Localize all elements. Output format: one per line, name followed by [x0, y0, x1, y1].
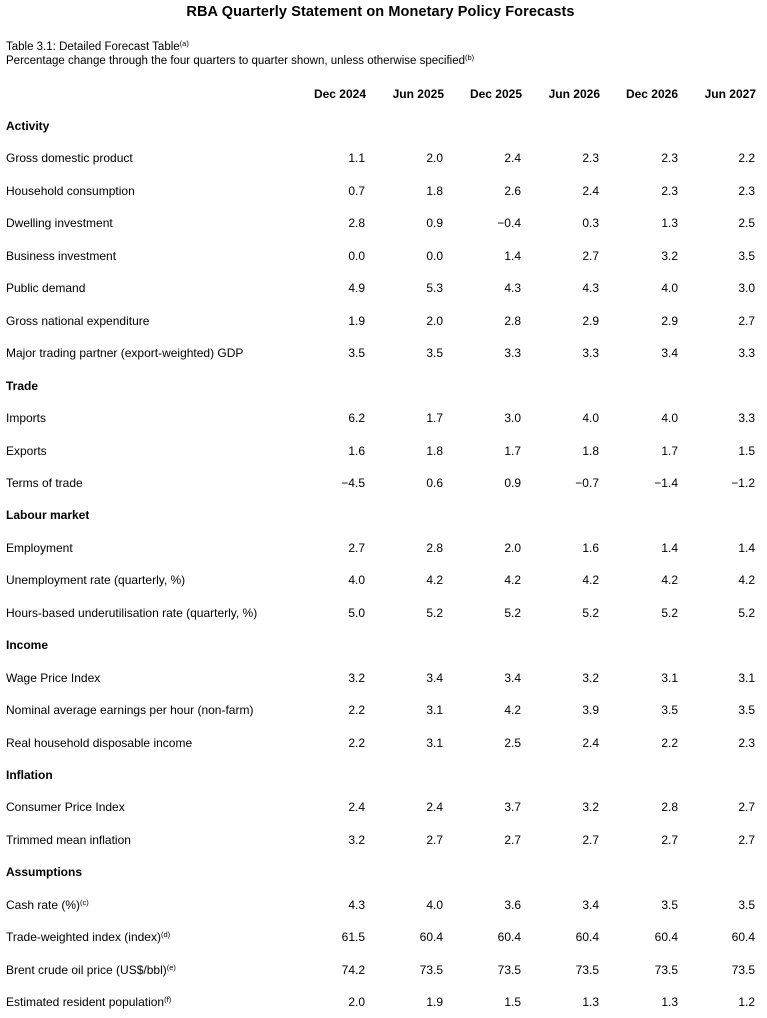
- row-label: [6, 246, 116, 266]
- row-label-text: Terms of trade: [6, 475, 83, 490]
- row-label: [6, 473, 83, 493]
- table-cell: 3.1: [738, 670, 755, 685]
- footnote-marker: (f): [164, 995, 172, 1005]
- table-row: [0, 700, 767, 720]
- table-cell: 2.2: [348, 735, 365, 750]
- section-label: Assumptions: [6, 865, 83, 880]
- table-cell: 0.3: [582, 216, 599, 231]
- table-cell: 1.7: [426, 411, 443, 426]
- table-cell: 0.6: [426, 475, 443, 490]
- column-header: Jun 2027: [704, 87, 756, 101]
- table-cell: 4.9: [348, 281, 365, 296]
- section-heading: [0, 376, 767, 396]
- row-label: [6, 668, 100, 688]
- footnote-marker: (a): [179, 39, 189, 48]
- row-label-text: Trimmed mean inflation: [6, 832, 131, 847]
- table-cell: 3.3: [504, 346, 521, 361]
- table-row: [0, 895, 767, 915]
- table-cell: 3.9: [582, 703, 599, 718]
- table-cell: 2.7: [738, 832, 755, 847]
- section-label: Income: [6, 638, 49, 653]
- table-cell: 3.2: [661, 248, 678, 263]
- section-heading: [0, 505, 767, 525]
- table-cell: 4.0: [661, 281, 678, 296]
- table-cell: 1.9: [426, 995, 443, 1010]
- column-header: Dec 2024: [313, 87, 366, 101]
- section-label: Labour market: [6, 508, 90, 523]
- table-cell: 3.5: [426, 346, 443, 361]
- table-cell: 5.2: [582, 605, 599, 620]
- table-cell: 3.5: [738, 248, 755, 263]
- table-cell: 2.7: [426, 832, 443, 847]
- row-label: [6, 830, 131, 850]
- table-cell: 4.3: [504, 281, 521, 296]
- table-cell: 1.6: [348, 443, 365, 458]
- table-row: [0, 278, 767, 298]
- table-cell: 5.2: [504, 605, 521, 620]
- row-label: [6, 960, 176, 980]
- table-cell: 2.2: [661, 735, 678, 750]
- table-cell: 0.0: [348, 248, 365, 263]
- table-cell: 5.2: [661, 605, 678, 620]
- table-cell: 3.5: [348, 346, 365, 361]
- table-cell: −4.5: [341, 475, 365, 490]
- table-cell: 5.0: [348, 605, 365, 620]
- table-cell: 3.2: [582, 670, 599, 685]
- table-cell: 2.4: [582, 183, 599, 198]
- table-row: [0, 603, 767, 623]
- table-cell: 60.4: [575, 930, 599, 945]
- table-cell: 4.0: [348, 573, 365, 588]
- table-cell: 2.0: [426, 313, 443, 328]
- table-cell: 3.3: [582, 346, 599, 361]
- table-cell: 2.3: [661, 183, 678, 198]
- table-row: [0, 441, 767, 461]
- table-cell: 3.5: [738, 703, 755, 718]
- column-header: Jun 2026: [548, 87, 600, 101]
- row-label: [6, 343, 243, 363]
- table-row: [0, 408, 767, 428]
- table-cell: 2.7: [738, 313, 755, 328]
- table-cell: 2.7: [661, 832, 678, 847]
- table-row: [0, 733, 767, 753]
- table-row: [0, 830, 767, 850]
- table-cell: 2.3: [738, 183, 755, 198]
- table-cell: 2.0: [426, 151, 443, 166]
- table-cell: −0.7: [575, 475, 599, 490]
- table-cell: 2.4: [348, 800, 365, 815]
- table-cell: 4.2: [426, 573, 443, 588]
- table-cell: 4.3: [348, 897, 365, 912]
- section-label: Inflation: [6, 768, 53, 782]
- table-cell: 1.5: [504, 995, 521, 1010]
- table-cell: 1.5: [738, 443, 755, 458]
- footnote-marker: (b): [465, 53, 475, 62]
- table-cell: 3.6: [504, 897, 521, 912]
- table-cell: −1.2: [731, 475, 755, 490]
- table-row: [0, 570, 767, 590]
- table-cell: 1.3: [582, 995, 599, 1010]
- table-row: [0, 246, 767, 266]
- table-cell: 2.0: [348, 995, 365, 1010]
- table-cell: 1.3: [661, 216, 678, 231]
- table-row: [0, 960, 767, 980]
- row-label: [6, 181, 135, 201]
- table-subtitle: Percentage change through the four quarters to quarter shown, unless otherwise specified$^{(b)}$: [6, 53, 475, 67]
- table-cell: 2.8: [661, 800, 678, 815]
- table-cell: 3.3: [738, 346, 755, 361]
- table-cell: 5.2: [738, 605, 755, 620]
- row-label-text: Dwelling investment: [6, 216, 113, 231]
- table-cell: 3.3: [738, 411, 755, 426]
- table-caption: [6, 40, 474, 68]
- row-label: [6, 797, 125, 817]
- table-cell: 1.8: [426, 443, 443, 458]
- table-cell: 4.0: [426, 897, 443, 912]
- table-cell: 2.7: [582, 248, 599, 263]
- table-cell: 1.8: [426, 183, 443, 198]
- table-cell: 1.7: [504, 443, 521, 458]
- row-label: [6, 927, 170, 947]
- table-cell: 60.4: [731, 930, 755, 945]
- row-label: [6, 570, 185, 590]
- page-title: RBA Quarterly Statement on Monetary Policy Forecasts: [186, 4, 575, 20]
- table-cell: 2.5: [504, 735, 521, 750]
- table-row: [0, 668, 767, 688]
- table-cell: 2.4: [582, 735, 599, 750]
- table-cell: 73.5: [731, 962, 755, 977]
- footnote-marker: (c): [80, 897, 89, 907]
- table-cell: 2.2: [348, 703, 365, 718]
- table-cell: 4.2: [661, 573, 678, 588]
- table-cell: 0.9: [426, 216, 443, 231]
- row-label-text: Imports: [6, 411, 47, 426]
- table-cell: 1.7: [661, 443, 678, 458]
- table-cell: 3.4: [426, 670, 443, 685]
- table-cell: 3.0: [738, 281, 755, 296]
- table-cell: 2.9: [582, 313, 599, 328]
- table-cell: 2.4: [504, 151, 521, 166]
- table-row: [0, 473, 767, 493]
- table-cell: 1.4: [738, 540, 755, 555]
- table-cell: 3.7: [504, 800, 521, 815]
- row-label: [6, 311, 149, 331]
- table-cell: 1.8: [582, 443, 599, 458]
- table-cell: 0.9: [504, 475, 521, 490]
- table-row: [0, 213, 767, 233]
- table-cell: 6.2: [348, 411, 365, 426]
- row-label-text: Gross national expenditure: [6, 313, 150, 328]
- column-header: Dec 2026: [625, 87, 678, 101]
- row-label: [6, 700, 253, 720]
- row-label: [6, 408, 46, 428]
- table-cell: 2.2: [738, 151, 755, 166]
- section-label: Trade: [6, 378, 39, 393]
- table-cell: 2.9: [661, 313, 678, 328]
- table-cell: 73.5: [497, 962, 521, 977]
- row-label-text: Public demand: [6, 281, 86, 296]
- table-cell: 3.4: [504, 670, 521, 685]
- section-heading: [0, 116, 767, 136]
- row-label-text: Wage Price Index: [6, 670, 101, 685]
- section-heading: [0, 765, 767, 785]
- table-cell: 3.5: [738, 897, 755, 912]
- table-cell: 2.6: [504, 183, 521, 198]
- row-label-text: Business investment: [6, 248, 117, 263]
- row-label: [6, 538, 73, 558]
- table-cell: 1.2: [738, 995, 755, 1010]
- table-row: [0, 538, 767, 558]
- table-cell: 2.7: [582, 832, 599, 847]
- row-label-text: Real household disposable income: [6, 735, 193, 750]
- table-row: [0, 181, 767, 201]
- footnote-marker: (d): [160, 930, 171, 940]
- column-header: Jun 2025: [392, 87, 444, 101]
- table-cell: 2.8: [348, 216, 365, 231]
- table-cell: 1.3: [661, 995, 678, 1010]
- row-label-text: Hours-based underutilisation rate (quarterly, %): [6, 605, 258, 620]
- table-label: Table 3.1: Detailed Forecast Table$^{(a)}$: [6, 39, 189, 53]
- table-row: [0, 343, 767, 363]
- table-cell: 3.1: [426, 703, 443, 718]
- row-label: [6, 213, 113, 233]
- table-cell: 3.2: [348, 670, 365, 685]
- table-cell: 4.2: [738, 573, 755, 588]
- table-cell: 0.0: [426, 248, 443, 263]
- row-label: [6, 603, 257, 623]
- table-cell: 2.7: [504, 832, 521, 847]
- table-cell: 73.5: [654, 962, 678, 977]
- row-label: [6, 148, 133, 168]
- table-cell: −1.4: [654, 475, 678, 490]
- table-cell: 1.9: [348, 313, 365, 328]
- table-cell: 3.4: [582, 897, 599, 912]
- table-cell: 61.5: [341, 930, 365, 945]
- table-cell: 4.2: [504, 703, 521, 718]
- row-label-text: Cash rate (%): [6, 897, 81, 912]
- table-cell: 60.4: [497, 930, 521, 945]
- row-label-text: Brent crude oil price (US$/bbl): [6, 962, 167, 977]
- row-label-text: Nominal average earnings per hour (non-farm): [6, 703, 254, 718]
- table-row: [0, 992, 767, 1012]
- table-cell: 0.7: [348, 183, 365, 198]
- table-row: [0, 148, 767, 168]
- column-header: Dec 2025: [469, 87, 522, 101]
- table-row: [0, 927, 767, 947]
- table-cell: 4.3: [582, 281, 599, 296]
- section-heading: [0, 862, 767, 882]
- table-cell: 3.2: [582, 800, 599, 815]
- table-cell: 2.5: [738, 216, 755, 231]
- row-label: [6, 992, 171, 1012]
- table-cell: 3.5: [661, 703, 678, 718]
- table-cell: 2.7: [348, 540, 365, 555]
- row-label-text: Exports: [6, 443, 47, 458]
- table-cell: 2.8: [504, 313, 521, 328]
- table-cell: 3.2: [348, 832, 365, 847]
- table-cell: 4.2: [504, 573, 521, 588]
- table-cell: 4.0: [661, 411, 678, 426]
- table-cell: 60.4: [419, 930, 443, 945]
- table-cell: 3.4: [661, 346, 678, 361]
- table-cell: 5.2: [426, 605, 443, 620]
- section-heading: [0, 635, 767, 655]
- table-cell: 2.8: [426, 540, 443, 555]
- table-cell: 2.3: [738, 735, 755, 750]
- table-row: [0, 797, 767, 817]
- row-label: [6, 278, 85, 298]
- table-cell: 5.3: [426, 281, 443, 296]
- row-label: [6, 441, 47, 461]
- table-cell: 3.5: [661, 897, 678, 912]
- table-cell: 1.6: [582, 540, 599, 555]
- table-cell: 4.0: [582, 411, 599, 426]
- table-cell: 74.2: [341, 962, 365, 977]
- table-cell: 60.4: [654, 930, 678, 945]
- row-label: [6, 733, 192, 753]
- table-cell: 3.0: [504, 411, 521, 426]
- section-label: Activity: [6, 119, 50, 133]
- table-cell: 4.2: [582, 573, 599, 588]
- table-cell: 2.0: [504, 540, 521, 555]
- row-label-text: Trade-weighted index (index): [6, 930, 161, 945]
- table-cell: 1.1: [348, 151, 365, 166]
- row-label-text: Household consumption: [6, 183, 135, 198]
- table-cell: 1.4: [661, 540, 678, 555]
- table-cell: 2.4: [426, 800, 443, 815]
- row-label-text: Employment: [6, 540, 73, 555]
- table-row: [0, 311, 767, 331]
- table-cell: 2.3: [582, 151, 599, 166]
- table-cell: 2.7: [738, 800, 755, 815]
- table-cell: 3.1: [426, 735, 443, 750]
- row-label-text: Major trading partner (export-weighted) GDP: [6, 346, 244, 361]
- row-label-text: Unemployment rate (quarterly, %): [6, 573, 186, 588]
- footnote-marker: (e): [166, 962, 176, 972]
- table-cell: −0.4: [497, 216, 521, 231]
- row-label-text: Gross domestic product: [6, 151, 133, 166]
- row-label-text: Estimated resident population: [6, 995, 165, 1010]
- row-label: [6, 895, 89, 915]
- row-label-text: Consumer Price Index: [6, 800, 125, 815]
- column-header-row: [0, 84, 767, 104]
- table-cell: 2.3: [661, 151, 678, 166]
- table-cell: 1.4: [504, 248, 521, 263]
- table-cell: 3.1: [661, 670, 678, 685]
- table-cell: 73.5: [575, 962, 599, 977]
- table-cell: 73.5: [419, 962, 443, 977]
